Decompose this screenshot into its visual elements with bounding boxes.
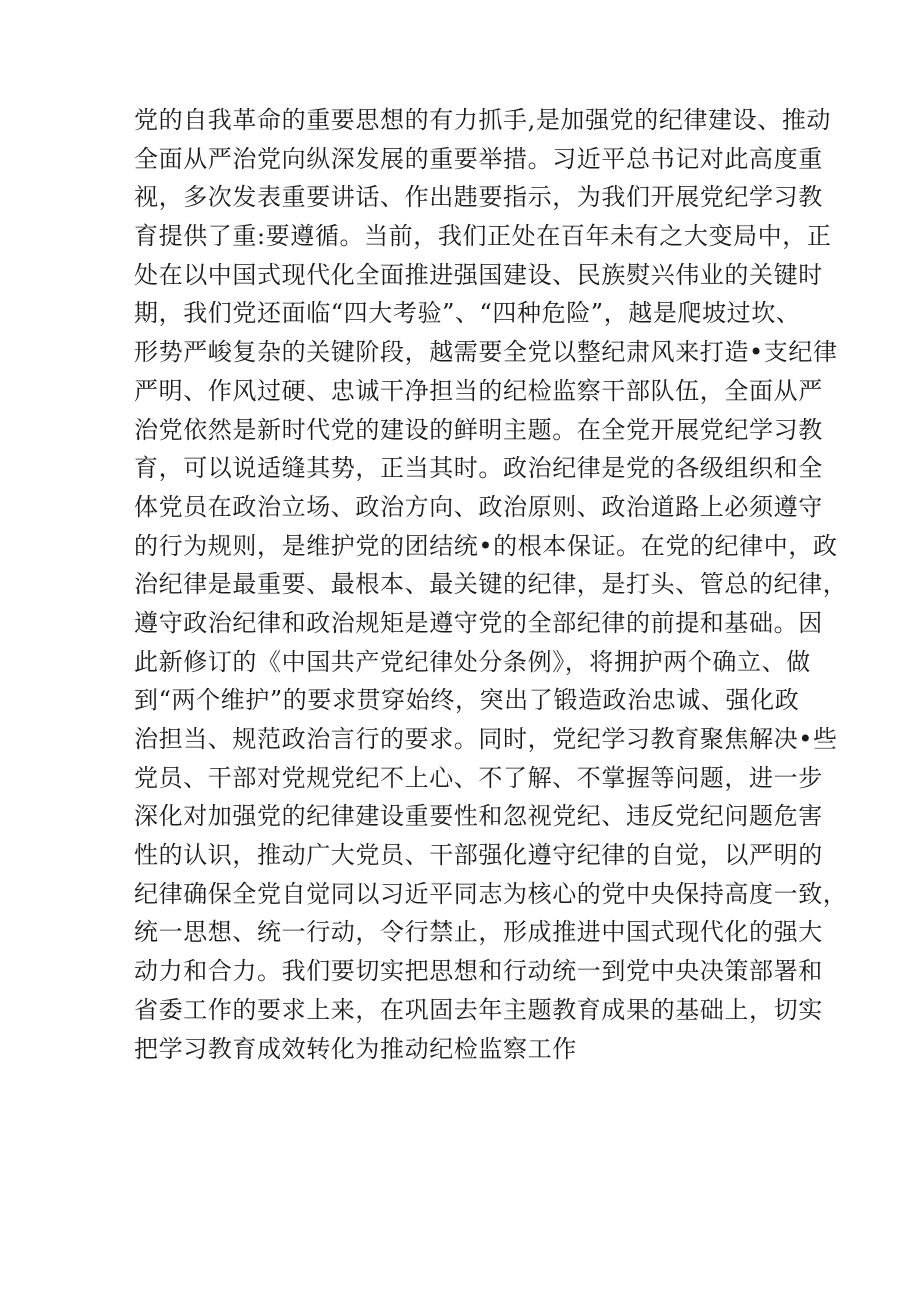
text-line: 治党依然是新时代党的建设的鲜明主题。在全党开展党纪学习教: [134, 415, 823, 444]
text-line: 党的自我革命的重要思想的有力抓手,是加强党的纪律建设、推动: [134, 106, 832, 134]
text-line: 治纪律是最重要、最根本、最关键的纪律，是打头、管总的纪律，: [134, 570, 848, 599]
text-line: 统一思想、统一行动，令行禁止，形成推进中国式现代化的强大: [134, 918, 823, 947]
text-line: 视，多次发表重要讲话、作出韪要指示，为我们开展党纪学习教: [134, 183, 823, 212]
text-line: 省委工作的要求上来，在巩固去年主题教育成果的基础上，切实: [134, 995, 823, 1024]
text-line: 全面从严治党向纵深发展的重要举措。习近平总书记对此高度重: [134, 144, 823, 173]
text-line: 动力和合力。我们要切实把思想和行动统一到党中央决策部署和: [134, 957, 823, 986]
text-line: 育，可以说适缝其势，正当其时。政治纪律是党的各级组织和全: [134, 454, 823, 483]
body-paragraph: [134, 101, 848, 1068]
text-line: 性的认识，推动广大党员、干部强化遵守纪律的自觉，以严明的: [134, 841, 823, 870]
text-line: 此新修订的《中国共产党纪律处分条例》，将拥护两个确立、做: [134, 647, 811, 676]
text-line: 纪律确保全党自觉同以习近平同志为核心的党中央保持高度一致，: [134, 879, 848, 908]
text-line: 体党员在政治立场、政治方向、政治原则、政治道路上必须遵守: [134, 492, 823, 521]
text-line: 的行为规则，是维护党的团结统•的根本保证。在党的纪律中，政: [134, 531, 838, 560]
text-line: 把学习教育成效转化为推动纪检监察工作: [134, 1034, 577, 1063]
text-line: 深化对加强党的纪律建设重要性和忽视党纪、违反党纪问题危害: [134, 802, 823, 831]
text-line: 到“两个维护”的要求贯穿始终，突出了锻造政治忠诚、强化政: [134, 686, 800, 715]
text-line: 治担当、规范政治言行的要求。同时，党纪学习教育聚焦解决•些: [134, 725, 838, 753]
text-line: 遵守政治纪律和政治规矩是遵守党的全部纪律的前提和基础。因: [134, 608, 823, 637]
text-line: 处在以中国式现代化全面推进强国建设、民族熨兴伟业的关键时: [134, 260, 823, 289]
text-line: 形势严峻复杂的关键阶段，越需要全党以整纪肃风来打造•支纪律: [134, 338, 838, 367]
text-line: 严明、作风过硬、忠诚干净担当的纪检监察干部队伍，全面从严: [134, 376, 823, 405]
text-line: 育提供了重:要遵循。当前，我们正处在百年未有之大变局中，正: [134, 222, 832, 251]
text-line: 党员、干部对党规党纪不上心、不了解、不掌握等问题，进一步: [134, 763, 823, 792]
text-line: 期，我们党还面临“四大考验”、“四种危险”，越是爬坡过坎、: [134, 299, 801, 328]
